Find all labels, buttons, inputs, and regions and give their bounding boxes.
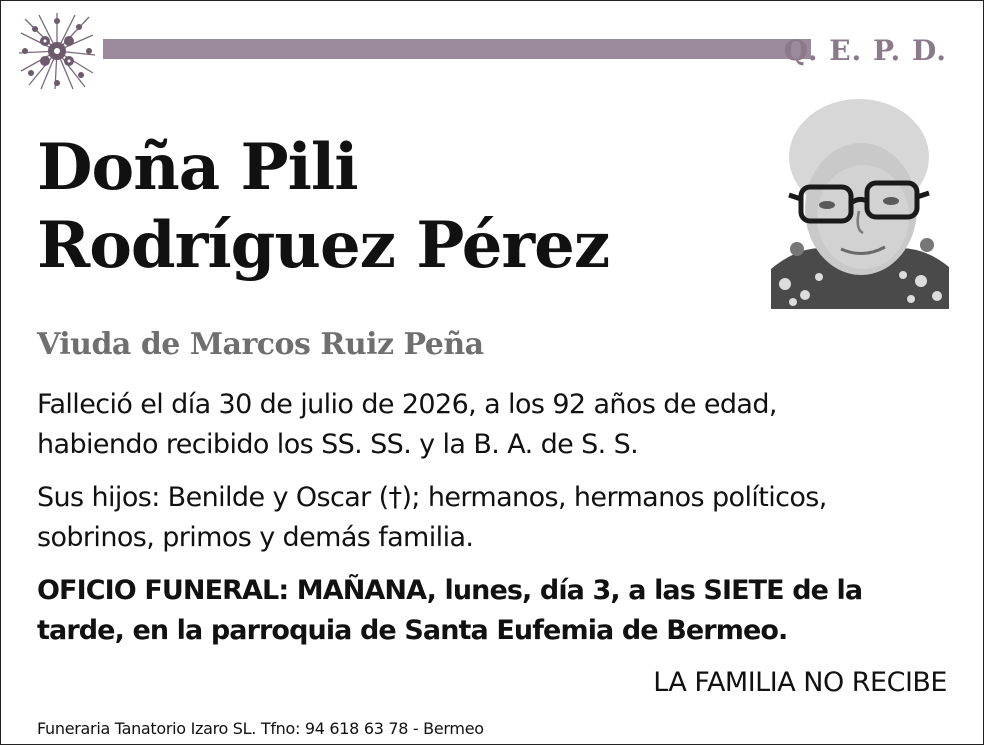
death-notice-line-1: Falleció el día 30 de julio de 2026, a los 92 años de edad, — [37, 389, 777, 420]
flower-ornament-icon — [15, 11, 99, 91]
funeral-notice-line-2: tarde, en la parroquia de Santa Eufemia de Bermeo. — [37, 615, 788, 646]
family-notice-line-2: sobrinos, primos y demás familia. — [37, 522, 474, 553]
family-notice — [37, 478, 937, 558]
header-band — [103, 39, 811, 59]
funeral-home-footer: Funeraria Tanatorio Izaro SL. Tfno: 94 618 63 78 - Bermeo — [37, 719, 484, 738]
widow-line: Viuda de Marcos Ruiz Peña — [37, 327, 484, 362]
family-notice-line-1: Sus hijos: Benilde y Oscar (†); hermanos, hermanos políticos, — [37, 482, 827, 513]
funeral-notice — [37, 571, 937, 651]
no-receive-note: LA FAMILIA NO RECIBE — [653, 667, 947, 698]
qepd-label: Q. E. P. D. — [783, 34, 947, 67]
deceased-name-line-1: Doña Pili — [37, 130, 358, 205]
deceased-name — [37, 129, 757, 285]
death-notice — [37, 385, 937, 465]
funeral-notice-line-1: OFICIO FUNERAL: MAÑANA, lunes, día 3, a las SIETE de la — [37, 575, 863, 606]
death-notice-line-2: habiendo recibido los SS. SS. y la B. A. de S. S. — [37, 429, 639, 460]
portrait-photo — [771, 99, 949, 309]
deceased-name-line-2: Rodríguez Pérez — [37, 208, 610, 283]
